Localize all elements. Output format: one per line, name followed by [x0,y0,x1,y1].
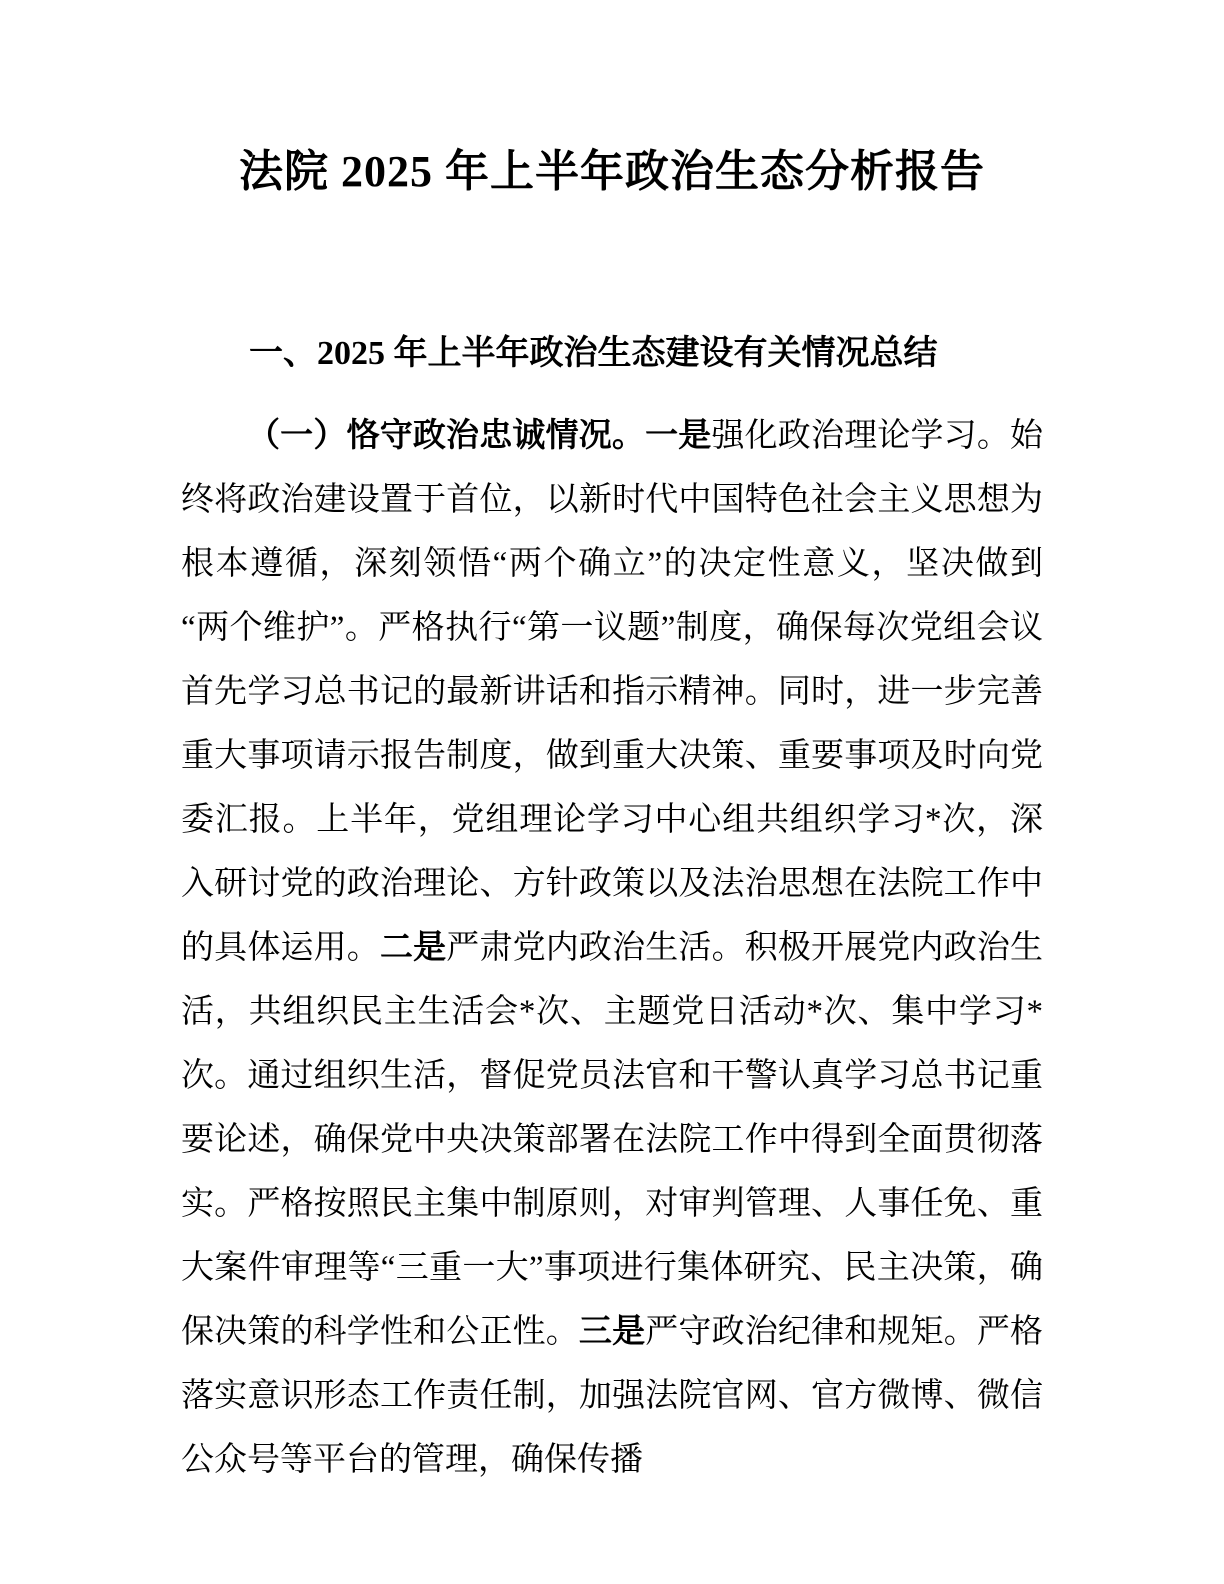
document-title: 法院 2025 年上半年政治生态分析报告 [239,147,985,196]
paragraph-run-bold: 三是 [578,1314,646,1350]
paragraph-run: 严肃党内政治生活。积极开展党内政治生活，共组织民主生活会*次、主题党日活动*次、集中学习*次。通过组织生活，督促党员法官和干警认真学习总书记重要论述，确保党中央决策部署在法院工作中得到全面贯彻落实。严格按照民主集中制原则，对审判管理、人事任免、重大案件审理等“三重一大”事项进行集体研究、民主决策，确保决策的科学性和公正性。 [181,930,1044,1350]
paragraph-run-bold: 二是 [379,930,447,966]
paragraph-run: 严守政治纪律和规矩。严格落实意识形态工作责任制，加强法院官网、官方微博、微信公众号等平台的管理，确保传播 [181,1314,1044,1478]
paragraph-run-bold: （一）恪守政治忠诚情况。一是 [247,418,712,454]
section-heading: 一、2025 年上半年政治生态建设有关情况总结 [249,335,938,372]
paragraph-run: 强化政治理论学习。始终将政治建设置于首位，以新时代中国特色社会主义思想为根本遵循，深刻领悟“两个确立”的决定性意义，坚决做到“两个维护”。严格执行“第一议题”制度，确保每次党组会议首先学习总书记的最新讲话和指示精神。同时，进一步完善重大事项请示报告制度，做到重大决策、重要事项及时向党委汇报。上半年，党组理论学习中心组共组织学习*次，深入研讨党的政治理论、方针政策以及法治思想在法院工作中的具体运用。 [181,418,1044,966]
body-paragraph [181,404,1043,1492]
